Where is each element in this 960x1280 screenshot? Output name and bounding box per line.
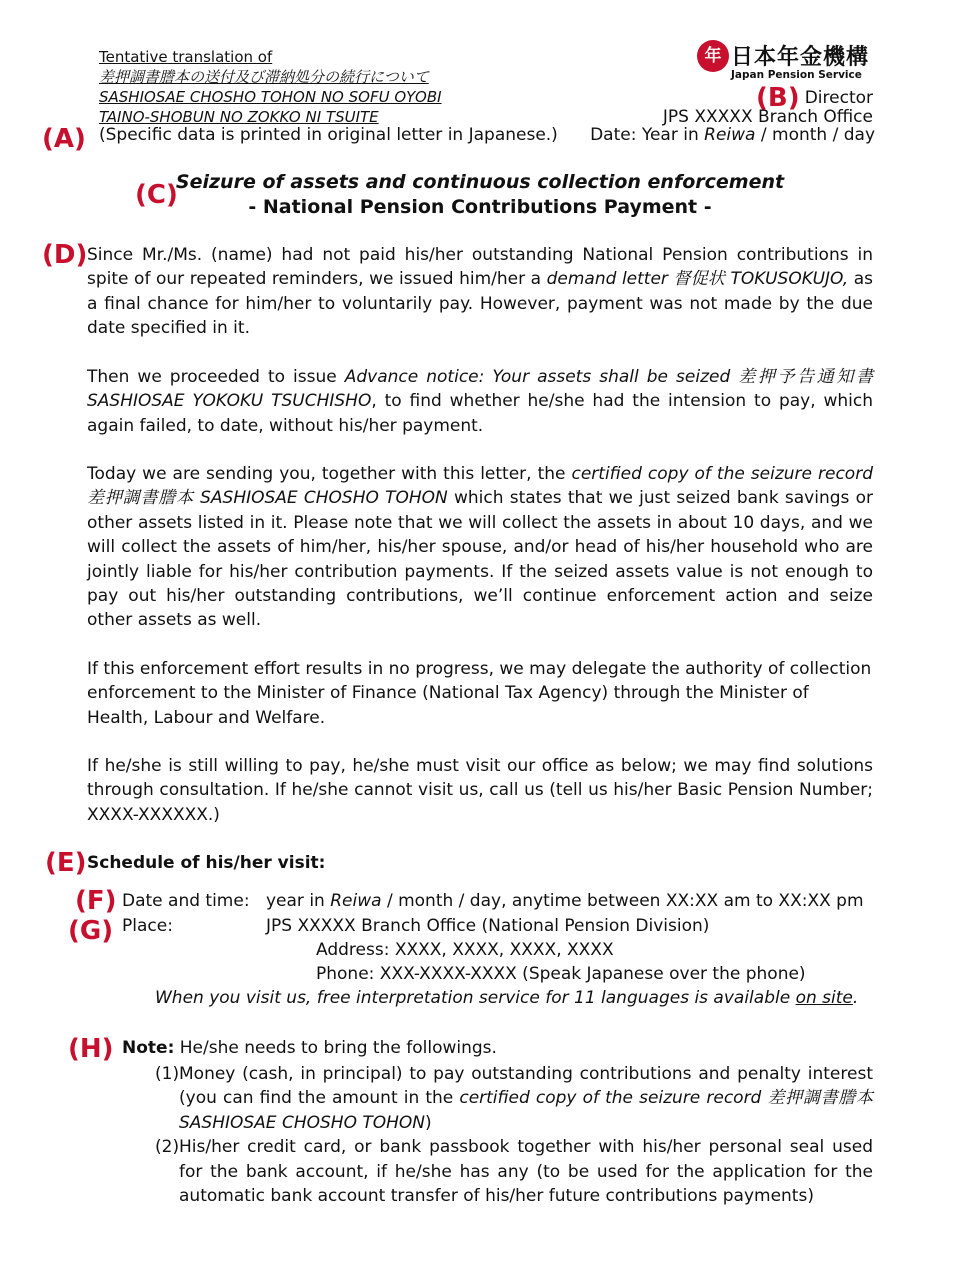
marker-b: (B) — [756, 83, 800, 113]
place-label: Place: — [122, 916, 173, 936]
date-time-value: year in Reiwa / month / day, anytime between XX:XX am to XX:XX pm — [266, 891, 864, 911]
paragraph-1: Since Mr./Ms. (name) had not paid his/her outstanding National Pension contributions in spite of our repeated reminders, we issued him/her a demand letter 督促状 TOKUSOKUJO, as a final chance for him/her to voluntarily pay. However, payment was not made by the due date specified in it. — [87, 245, 873, 339]
paragraph-2: Then we proceeded to issue Advance notice: Your assets shall be seized 差押予告通知書 SASHIOSAE YOKOKU TSUCHISHO, to find whether he/she had the intension to pay, which again failed, to date, without his/her payment. — [87, 367, 874, 436]
note-intro: Note: He/she needs to bring the followings. — [122, 1038, 497, 1058]
interpretation-note: When you visit us, free interpretation service for 11 languages is available on site. — [155, 988, 859, 1008]
date-line: Date: Year in Reiwa / month / day — [590, 125, 875, 145]
logo-english-name: Japan Pension Service — [731, 69, 862, 81]
schedule-heading: Schedule of his/her visit: — [87, 853, 326, 873]
marker-d: (D) — [42, 240, 88, 270]
specific-data-row — [99, 125, 875, 145]
specific-data-note: (Specific data is printed in original letter in Japanese.) — [99, 125, 558, 145]
on-site-link[interactable]: on site — [795, 988, 853, 1008]
jps-seal-icon: 年 — [697, 40, 729, 72]
date-time-label: Date and time: — [122, 891, 250, 911]
address-line: Address: XXXX, XXXX, XXXX, XXXX — [316, 940, 614, 960]
marker-e: (E) — [45, 848, 87, 878]
paragraph-3: Today we are sending you, together with this letter, the certified copy of the seizure record 差押調書謄本 SASHIOSAE CHOSHO TOHON which states that we just seized bank savings or other assets listed in it. Please note that we will collect the assets in about 10 days, and we will collect the assets of him/her, his/her spouse, and/or head of his/her household who are jointly liable for his/her contribution payments. If the seized assets value is not enough to pay out his/her outstanding contributions, we’ll continue enforcement action and seize other assets as well. — [87, 464, 873, 631]
marker-f: (F) — [75, 886, 117, 916]
document-subtitle: - National Pension Contributions Payment - — [248, 196, 712, 218]
marker-h: (H) — [68, 1034, 114, 1064]
marker-a: (A) — [42, 124, 86, 154]
marker-g: (G) — [68, 916, 114, 946]
romaji-title-line-2: TAINO-SHOBUN NO ZOKKO NI TSUITE — [99, 108, 379, 126]
note-list — [155, 1062, 873, 1208]
phone-line: Phone: XXX-XXXX-XXXX (Speak Japanese over the phone) — [316, 964, 806, 984]
romaji-title-line-1: SASHIOSAE CHOSHO TOHON NO SOFU OYOBI — [99, 88, 442, 106]
logo-japanese-name: 日本年金機構 — [731, 45, 870, 70]
japanese-title: 差押調書謄本の送付及び滞納処分の続行について — [99, 68, 429, 86]
tentative-label: Tentative translation of — [99, 48, 273, 66]
director-label: Director — [804, 88, 873, 108]
document-title: Seizure of assets and continuous collection enforcement — [175, 171, 785, 193]
jps-logo — [697, 40, 875, 84]
place-value: JPS XXXXX Branch Office (National Pension Division) — [266, 916, 710, 936]
marker-c: (C) — [135, 180, 178, 210]
note-item-2: (2) His/her credit card, or bank passbook together with his/her personal seal used for the bank account, if he/she has any (to be used for the application for the automatic bank account transfer of his/her future contributions payments) — [155, 1137, 873, 1207]
paragraph-4: If this enforcement effort results in no progress, we may delegate the authority of collection enforcement to the Minister of Finance (National Tax Agency) through the Minister of Health, Labour and Welfare. — [87, 659, 872, 728]
branch-office-label: JPS XXXXX Branch Office — [662, 107, 873, 127]
paragraph-5: If he/she is still willing to pay, he/she must visit our office as below; we may find solutions through consultation. If he/she cannot visit us, call us (tell us his/her Basic Pension Number; XXXX-XXXXXX.) — [87, 756, 873, 825]
note-item-1: (1) Money (cash, in principal) to pay outstanding contributions and penalty interest (you can find the amount in the certified copy of the seizure record 差押調書謄本 SASHIOSAE CHOSHO TOHON) — [155, 1064, 873, 1133]
